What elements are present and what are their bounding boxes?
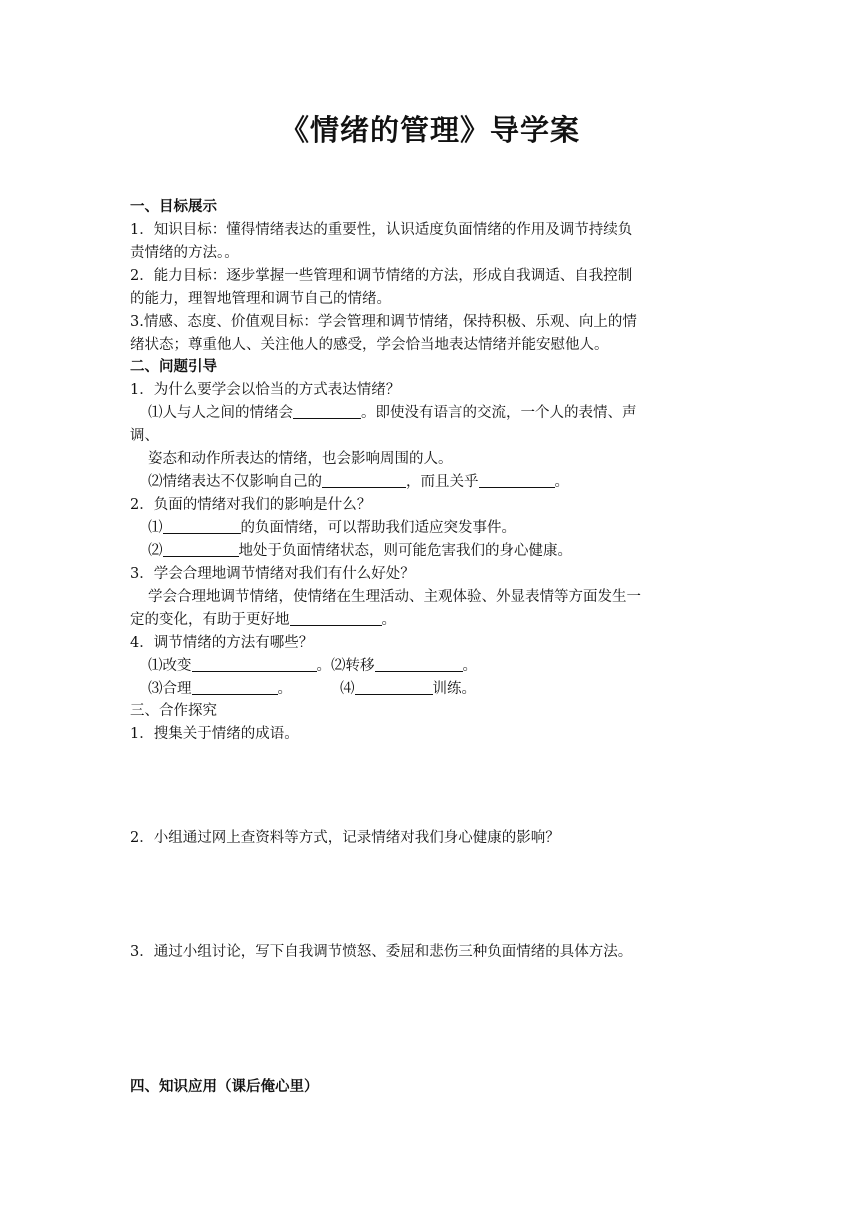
goal-knowledge-cont: 责情绪的方法。。	[130, 245, 239, 261]
blank-field[interactable]	[163, 540, 239, 557]
question-4b	[148, 678, 753, 701]
blank-field[interactable]	[479, 471, 555, 488]
question-4b-text-post: 训练。	[432, 681, 476, 697]
goal-attitude: 3.情感、态度、价值观目标：学会管理和调节情绪，保持积极、乐观、向上的情	[130, 314, 637, 330]
question-1a-text-post: 。即使没有语言的交流，一个人的表情、声	[361, 405, 637, 421]
question-4: 4．调节情绪的方法有哪些？	[130, 635, 314, 651]
question-2a	[148, 517, 753, 540]
question-1b-text-mid: ，而且关乎	[406, 474, 479, 490]
question-1a-wrap: 调、	[130, 428, 159, 444]
question-3b-text-post: 。	[381, 612, 396, 628]
section-heading-goals: 一、目标展示	[130, 199, 217, 215]
blank-field[interactable]	[355, 678, 433, 695]
question-4a-text-mid: 。⑵转移	[316, 658, 375, 674]
goal-knowledge: 1．知识目标：懂得情绪表达的重要性，认识适度负面情绪的作用及调节持续负	[130, 222, 633, 238]
question-1: 1．为什么要学会以恰当的方式表达情绪？	[130, 382, 401, 398]
blank-field[interactable]	[322, 471, 406, 488]
question-2b	[148, 540, 753, 563]
question-2: 2．负面的情绪对我们的影响是什么？	[130, 497, 372, 513]
question-3b	[130, 609, 735, 632]
question-4a-text-post: 。	[462, 658, 477, 674]
blank-field[interactable]	[290, 609, 382, 626]
task-3: 3．通过小组讨论，写下自我调节愤怒、委屈和悲伤三种负面情绪的具体方法。	[130, 944, 633, 960]
question-1b-text: ⑵情绪表达不仅影响自己的	[148, 474, 322, 490]
goal-ability: 2．能力目标：逐步掌握一些管理和调节情绪的方法，形成自我调适、自我控制	[130, 268, 633, 284]
question-1b-text-post: 。	[554, 474, 569, 490]
goal-ability-cont: 的能力，理智地管理和调节自己的情绪。	[130, 291, 391, 307]
question-4b-text-mid: 。	[277, 681, 292, 697]
question-4a-text: ⑴改变	[148, 658, 192, 674]
blank-field[interactable]	[293, 402, 361, 419]
question-2b-num: ⑵	[148, 543, 163, 559]
question-3a: 学会合理地调节情绪，使情绪在生理活动、主观体验、外显表情等方面发生一	[148, 589, 641, 605]
question-1a-text: ⑴人与人之间的情绪会	[148, 405, 293, 421]
question-1b	[148, 471, 753, 494]
page-title: 《情绪的管理》导学案	[279, 113, 580, 147]
task-1: 1．搜集关于情绪的成语。	[130, 726, 299, 742]
section-heading-explore: 三、合作探究	[130, 703, 217, 719]
blank-field[interactable]	[375, 655, 463, 672]
question-2a-text: 的负面情绪，可以帮助我们适应突发事件。	[240, 520, 516, 536]
question-2b-text: 地处于负面情绪状态，则可能危害我们的身心健康。	[238, 543, 572, 559]
question-4a	[148, 655, 753, 678]
goal-attitude-cont: 绪状态；尊重他人、关注他人的感受，学会恰当地表达情绪并能安慰他人。	[130, 337, 609, 353]
section-heading-application: 四、知识应用（课后俺心里）	[130, 1079, 319, 1095]
question-4b-num: ⑷	[340, 681, 355, 697]
question-1a-cont: 姿态和动作所表达的情绪，也会影响周围的人。	[148, 451, 453, 467]
question-1a	[148, 402, 753, 425]
section-heading-questions: 二、问题引导	[130, 359, 217, 375]
question-3: 3．学会合理地调节情绪对我们有什么好处？	[130, 566, 415, 582]
question-3b-text: 定的变化，有助于更好地	[130, 612, 290, 628]
blank-field[interactable]	[192, 655, 317, 672]
blank-field[interactable]	[163, 517, 241, 534]
question-4b-text: ⑶合理	[148, 681, 192, 697]
blank-field[interactable]	[192, 678, 278, 695]
task-2: 2．小组通过网上查资料等方式，记录情绪对我们身心健康的影响？	[130, 830, 560, 846]
question-2a-num: ⑴	[148, 520, 163, 536]
